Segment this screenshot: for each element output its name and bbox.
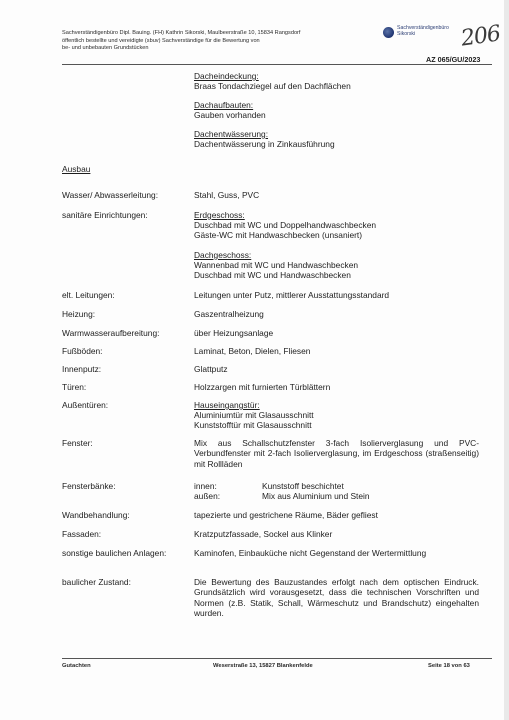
warmwasser-value: über Heizungsanlage <box>194 328 274 338</box>
handwritten-page-number: 206 <box>459 21 502 52</box>
wasser-label: Wasser/ Abwasserleitung: <box>62 190 159 200</box>
tueren-label: Türen: <box>62 382 87 392</box>
baulicher-zustand-label: baulicher Zustand: <box>62 577 131 587</box>
fensterbank-aussen-value: Mix aus Aluminium und Stein <box>262 491 370 501</box>
company-logo <box>383 24 453 44</box>
dachgeschoss-heading: Dachgeschoss: <box>194 250 252 260</box>
footer-divider <box>62 658 492 659</box>
tueren-value: Holzzargen mit furnierten Türblättern <box>194 382 331 392</box>
dachgeschoss-line-2: Duschbad mit WC und Handwaschbecken <box>194 270 351 280</box>
logo-emblem-icon <box>383 27 394 38</box>
aussentueren-line-2: Kunststofftür mit Glasausschnitt <box>194 420 312 430</box>
heizung-label: Heizung: <box>62 309 96 319</box>
dachgeschoss-line-1: Wannenbad mit WC und Handwaschbecken <box>194 260 359 270</box>
dachentwaesserung-value: Dachentwässerung in Zinkausführung <box>194 139 335 149</box>
wandbehandlung-value: tapezierte und gestrichene Räume, Bäder gefliest <box>194 510 378 520</box>
fensterbank-aussen-key: außen: <box>194 491 221 501</box>
wandbehandlung-label: Wandbehandlung: <box>62 510 130 520</box>
sonstige-anlagen-label: sonstige baulichen Anlagen: <box>62 548 167 558</box>
warmwasser-label: Warmwasseraufbereitung: <box>62 328 160 338</box>
letterhead <box>62 30 382 53</box>
baulicher-zustand-value: Die Bewertung des Bauzustandes erfolgt nach dem optischen Eindruck. Grundsätzlich wird vorausgesetzt, dass die technischen Vorschriften und Normen (z.B. Statik, Schall, Wärmeschutz und Brandschutz) eingehalten wurden. <box>194 577 479 619</box>
fenster-label: Fenster: <box>62 438 93 448</box>
elt-value: Leitungen unter Putz, mittlerer Ausstattungsstandard <box>194 290 390 300</box>
fenster-value: Mix aus Schallschutzfenster 3-fach Isolierverglasung und PVC-Verbundfenster mit 2-fach Isolierverglasung, im Erdgeschoss (straßenseitig) mit Rollläden <box>194 438 479 469</box>
header-divider <box>62 64 492 65</box>
fensterbaenke-label: Fensterbänke: <box>62 481 116 491</box>
fassaden-value: Kratzputzfassade, Sockel aus Klinker <box>194 529 333 539</box>
dachaufbauten-value: Gauben vorhanden <box>194 110 266 120</box>
wasser-value: Stahl, Guss, PVC <box>194 190 260 200</box>
dacheindeckung-value: Braas Tondachziegel auf den Dachflächen <box>194 81 351 91</box>
letterhead-line-2: öffentlich bestellte und vereidigte (sbuv) Sachverständige für die Bewertung von <box>62 37 260 44</box>
footer-page-number: Seite 18 von 63 <box>428 663 470 669</box>
aussentueren-line-1: Aluminiumtür mit Glasausschnitt <box>194 410 314 420</box>
hauseingangstuer-heading: Hauseingangstür: <box>194 400 260 410</box>
logo-text-line-2: Sikorski <box>397 31 416 38</box>
dacheindeckung-heading: Dacheindeckung: <box>194 71 259 81</box>
innenputz-label: Innenputz: <box>62 364 102 374</box>
elt-label: elt. Leitungen: <box>62 290 115 300</box>
letterhead-line-3: be- und unbebauten Grundstücken <box>62 45 149 52</box>
logo-text <box>397 25 449 37</box>
fussboden-label: Fußböden: <box>62 346 103 356</box>
erdgeschoss-line-2: Gäste-WC mit Handwaschbecken (unsaniert) <box>194 230 363 240</box>
fensterbank-innen-value: Kunststoff beschichtet <box>262 481 344 491</box>
footer-property-address: Weserstraße 13, 15827 Blankenfelde <box>213 663 313 669</box>
scan-edge <box>504 0 509 720</box>
erdgeschoss-line-1: Duschbad mit WC und Doppelhandwaschbecken <box>194 220 377 230</box>
fensterbank-innen-key: innen: <box>194 481 217 491</box>
section-title: Ausbau <box>62 164 91 174</box>
aussentueren-label: Außentüren: <box>62 400 109 410</box>
erdgeschoss-heading: Erdgeschoss: <box>194 210 245 220</box>
fussboden-value: Laminat, Beton, Dielen, Fliesen <box>194 346 311 356</box>
innenputz-value: Glattputz <box>194 364 228 374</box>
letterhead-line-1: Sachverständigenbüro Dipl. Bauing. (FH) Kathrin Sikorski, Maulbeerstraße 10, 15834 Rangsdorf <box>62 30 301 36</box>
logo-text-line-1: Sachverständigenbüro <box>397 25 449 31</box>
sanitaer-label: sanitäre Einrichtungen: <box>62 210 148 220</box>
dachentwaesserung-heading: Dachentwässerung: <box>194 129 269 139</box>
fassaden-label: Fassaden: <box>62 529 102 539</box>
sonstige-anlagen-value: Kaminofen, Einbauküche nicht Gegenstand der Wertermittlung <box>194 548 427 558</box>
dachaufbauten-heading: Dachaufbauten: <box>194 100 254 110</box>
footer-document-type: Gutachten <box>62 663 91 669</box>
file-reference: AZ 065/GU/2023 <box>426 55 481 64</box>
heizung-value: Gaszentralheizung <box>194 309 264 319</box>
